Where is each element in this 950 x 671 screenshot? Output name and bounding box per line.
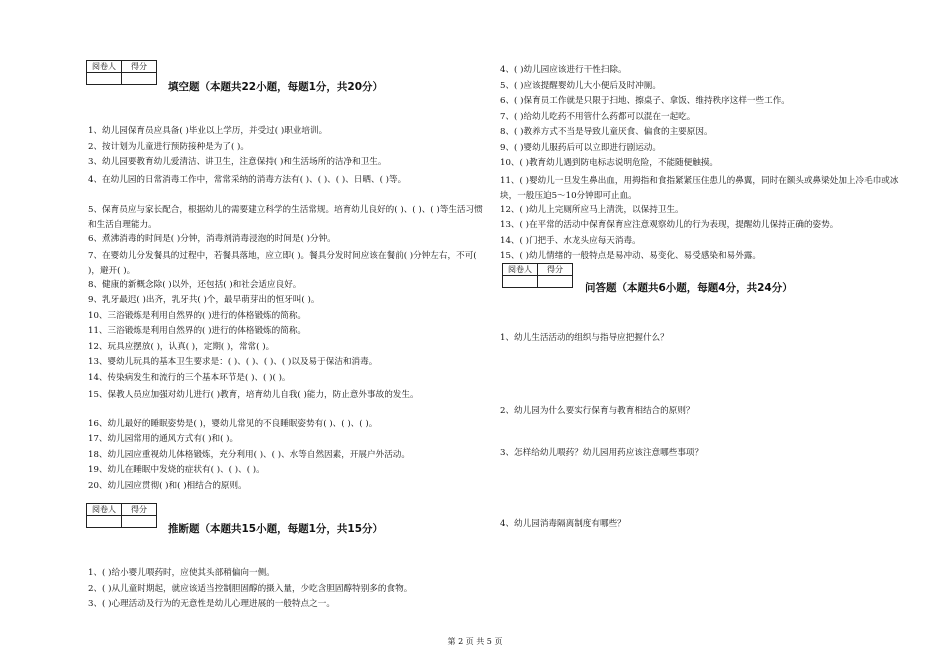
fill-item: 20、幼儿园应贯彻( )和( )相结合的原则。 [88, 481, 247, 491]
fill-item: 18、幼儿园应重视幼儿体格锻炼，充分利用( )、( )、水等自然因素，开展户外活动。 [88, 450, 410, 460]
judge-item: 15、( )幼儿情绪的一般特点是易冲动、易变化、易受感染和易外露。 [500, 251, 761, 261]
score-box-judge [86, 503, 157, 528]
judge-item: 11、( )婴幼儿一旦发生鼻出血，用拇指和食指紧紧压住患儿的鼻翼，同时在额头或鼻梁处加上冷毛巾或冰块，一般压迫5～10分钟即可止血。 [500, 176, 899, 201]
fill-item: 14、传染病发生和流行的三个基本环节是( )、( )( )。 [88, 373, 291, 383]
fill-item: 2、按计划为儿童进行预防接种是为了( )。 [88, 142, 249, 152]
fill-section-title: 填空题（本题共22小题，每题1分，共20分） [168, 81, 384, 93]
score-label: 得分 [538, 264, 573, 276]
judge-item: 13、( )在平常的活动中保育保育应注意观察幼儿的行为表现，提醒幼儿保持正确的姿势。 [500, 220, 839, 230]
judge-item: 8、( )教养方式不当是导致儿童厌食、偏食的主要原因。 [500, 127, 713, 137]
judge-item: 7、( )给幼儿吃药不用管什么药都可以混在一起吃。 [500, 112, 696, 122]
judge-section-title: 推断题（本题共15小题，每题1分，共15分） [168, 523, 384, 535]
fill-item: 12、玩具应摆放( )，认真( )，定期( )，常常( )。 [88, 342, 275, 352]
qa-item: 1、幼儿生活活动的组织与指导应把握什么？ [500, 333, 669, 343]
qa-item: 2、幼儿园为什么要实行保育与教育相结合的原则？ [500, 406, 695, 416]
qa-item: 3、怎样给幼儿喂药？幼儿园用药应该注意哪些事项？ [500, 448, 704, 458]
fill-item: 1、幼儿园保育员应具备( )毕业以上学历，并受过( )职业培训。 [88, 126, 328, 136]
fill-item: 11、三浴锻炼是利用自然界的( )进行的体格锻炼的简称。 [88, 326, 307, 336]
judge-item: 9、( )婴幼儿服药后可以立即进行剧运动。 [500, 143, 661, 153]
judge-item: 2、( )从儿童时期起，就应该适当控制胆固醇的摄入量，少吃含胆固醇特别多的食物。 [88, 584, 413, 594]
judge-item: 3、( )心理活动及行为的无意性是幼儿心理进展的一般特点之一。 [88, 599, 335, 609]
fill-item: 16、幼儿最好的睡眠姿势是( )，婴幼儿常见的不良睡眠姿势有( )、( )、( )。 [88, 419, 378, 429]
score-label: 得分 [122, 61, 157, 73]
fill-item: 10、三浴锻炼是利用自然界的( )进行的体格锻炼的简称。 [88, 311, 307, 321]
fill-item: 7、在婴幼儿分发餐具的过程中，若餐具落地，应立即( )。餐具分发时间应该在餐前( )分钟左右，不可( )，避开( )。 [88, 251, 477, 276]
fill-item: 3、幼儿园要教育幼儿爱清洁、讲卫生，注意保持( )和生活场所的洁净和卫生。 [88, 157, 387, 167]
judge-item: 12、( )幼儿上完厕所应马上清洗，以保持卫生。 [500, 205, 684, 215]
fill-item: 15、保教人员应加强对幼儿进行( )教育，培育幼儿自我( )能力，防止意外事故的发生。 [88, 390, 419, 400]
judge-item: 4、( )幼儿园应该进行干性扫除。 [500, 65, 627, 75]
score-box-qa [502, 263, 573, 288]
fill-item: 19、幼儿在睡眠中发烧的症状有( )、( )、( )。 [88, 465, 265, 475]
reviewer-label: 阅卷人 [503, 264, 538, 276]
fill-item: 4、在幼儿园的日常消毒工作中，常常采纳的消毒方法有( )、( )、( )、日晒、( )等。 [88, 175, 407, 185]
judge-item: 10、( )教育幼儿遇到防电标志说明危险，不能随便触摸。 [500, 158, 719, 168]
qa-section-title: 问答题（本题共6小题，每题4分，共24分） [585, 282, 793, 294]
fill-item: 9、乳牙最迟( )出齐，乳牙共( )个，最早萌芽出的恒牙叫( )。 [88, 295, 320, 305]
judge-item: 5、( )应该提醒婴幼儿大小便后及时冲厕。 [500, 81, 661, 91]
fill-item: 6、煮沸消毒的时间是( )分钟，消毒剂消毒浸泡的时间是( )分钟。 [88, 234, 336, 244]
score-label: 得分 [122, 504, 157, 516]
fill-item: 8、健康的新概念除( )以外，还包括( )和社会适应良好。 [88, 280, 302, 290]
fill-item: 13、婴幼儿玩具的基本卫生要求是：( )、( )、( )、( )以及易于保洁和消毒。 [88, 357, 378, 367]
fill-item: 5、保育员应与家长配合，根据幼儿的需要建立科学的生活常规。培育幼儿良好的( )、( )、( )等生活习惯和生活自理能力。 [88, 205, 483, 230]
judge-item: 1、( )给小婴儿喂药时，应使其头部稍偏向一侧。 [88, 568, 275, 578]
reviewer-label: 阅卷人 [87, 504, 122, 516]
judge-item: 14、( )门把手、水龙头应每天消毒。 [500, 236, 641, 246]
reviewer-label: 阅卷人 [87, 61, 122, 73]
qa-item: 4、幼儿园消毒隔离制度有哪些？ [500, 519, 626, 529]
fill-item: 17、幼儿园常用的通风方式有( )和( )。 [88, 434, 239, 444]
score-box-fill [86, 60, 157, 85]
judge-item: 6、( )保育员工作就是只限于扫地、擦桌子、拿饭、维持秩序这样一些工作。 [500, 96, 790, 106]
page-footer: 第 2 页 共 5 页 [447, 637, 503, 646]
